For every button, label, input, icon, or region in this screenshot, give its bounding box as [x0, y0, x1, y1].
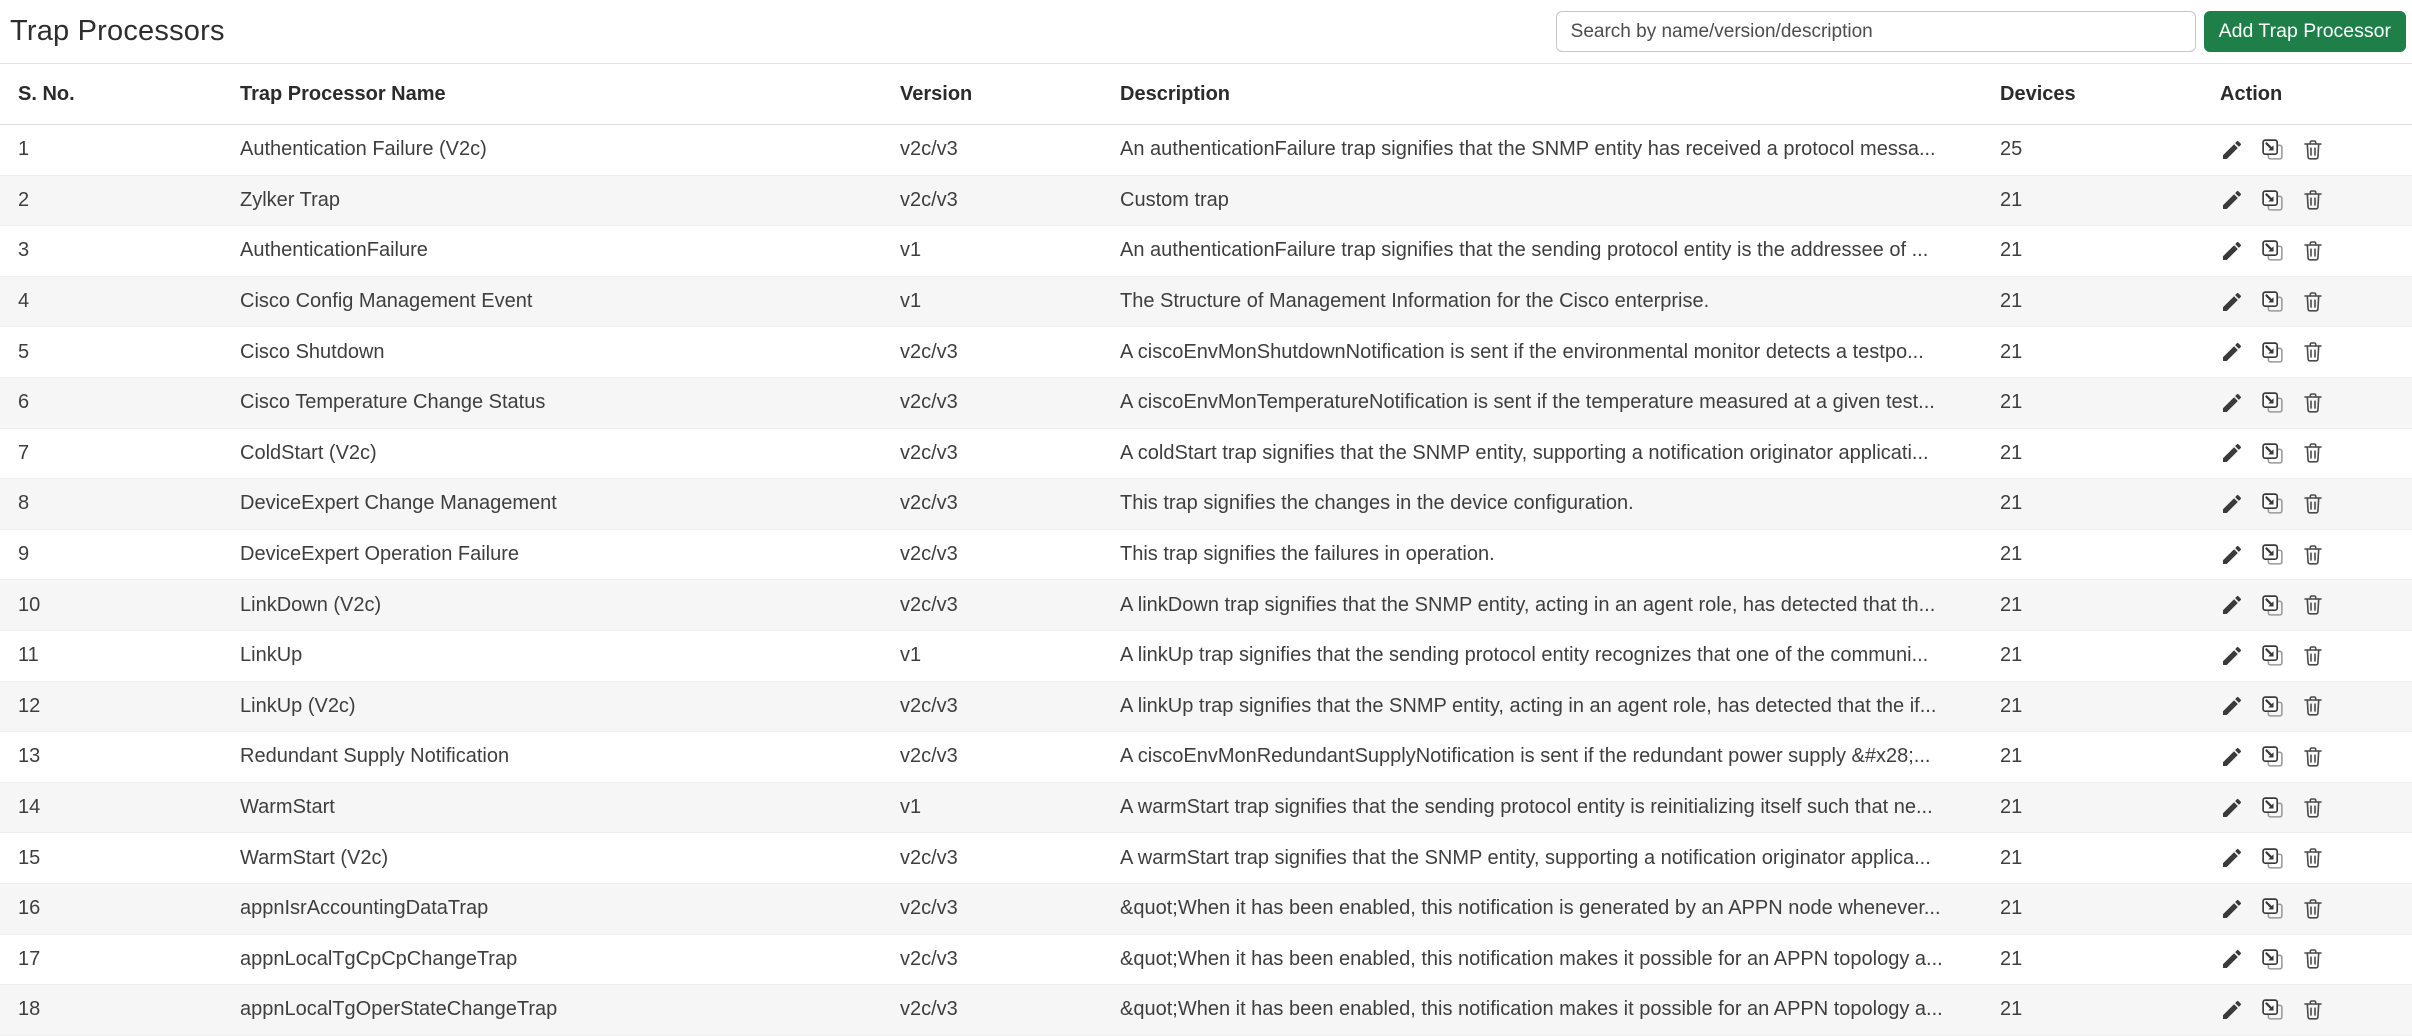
row-actions [2220, 643, 2412, 668]
table-row [0, 327, 2412, 378]
copy-button[interactable] [2260, 846, 2285, 871]
edit-button[interactable] [2220, 391, 2244, 415]
edit-button[interactable] [2220, 897, 2244, 921]
row-description: A ciscoEnvMonShutdownNotification is sent if the environmental monitor detects a testpo... [1120, 340, 1924, 363]
delete-icon [2301, 897, 2325, 921]
copy-button[interactable] [2260, 441, 2285, 466]
row-devices: 21 [2000, 644, 2023, 667]
edit-icon [2220, 897, 2244, 921]
row-version: v2c/v3 [900, 947, 958, 970]
edit-icon [2220, 138, 2244, 162]
delete-icon [2301, 998, 2325, 1022]
delete-icon [2301, 290, 2325, 314]
row-version: v1 [900, 290, 922, 313]
column-header-sno: S. No. [18, 82, 75, 105]
row-devices: 21 [2000, 340, 2023, 363]
row-description: This trap signifies the failures in operation. [1120, 543, 1495, 566]
delete-button[interactable] [2301, 492, 2325, 516]
row-devices: 21 [2000, 492, 2023, 515]
row-devices: 21 [2000, 796, 2023, 819]
row-actions [2220, 289, 2412, 314]
table-row [0, 732, 2412, 783]
row-name: appnLocalTgCpCpChangeTrap [240, 947, 518, 970]
edit-icon [2220, 947, 2244, 971]
row-actions [2220, 846, 2412, 871]
edit-button[interactable] [2220, 694, 2244, 718]
row-sno: 12 [18, 694, 41, 717]
row-devices: 25 [2000, 138, 2023, 161]
delete-icon [2301, 947, 2325, 971]
edit-icon [2220, 644, 2244, 668]
edit-icon [2220, 543, 2244, 567]
delete-icon [2301, 188, 2325, 212]
row-actions [2220, 947, 2412, 972]
row-devices: 21 [2000, 543, 2023, 566]
delete-button[interactable] [2301, 290, 2325, 314]
row-sno: 11 [18, 644, 39, 667]
copy-button[interactable] [2260, 390, 2285, 415]
row-devices: 21 [2000, 694, 2023, 717]
table-row [0, 884, 2412, 935]
row-version: v2c/v3 [900, 391, 958, 414]
delete-button[interactable] [2301, 846, 2325, 870]
row-version: v2c/v3 [900, 543, 958, 566]
edit-button[interactable] [2220, 290, 2244, 314]
edit-button[interactable] [2220, 441, 2244, 465]
edit-button[interactable] [2220, 593, 2244, 617]
delete-icon [2301, 543, 2325, 567]
row-name: Redundant Supply Notification [240, 745, 510, 768]
row-devices: 21 [2000, 290, 2023, 313]
copy-button[interactable] [2260, 997, 2285, 1022]
table-row [0, 631, 2412, 682]
row-name: DeviceExpert Operation Failure [240, 543, 520, 566]
row-version: v1 [900, 796, 922, 819]
edit-button[interactable] [2220, 543, 2244, 567]
row-actions [2220, 896, 2412, 921]
delete-button[interactable] [2301, 998, 2325, 1022]
row-devices: 21 [2000, 593, 2023, 616]
edit-icon [2220, 593, 2244, 617]
delete-button[interactable] [2301, 745, 2325, 769]
copy-icon [2260, 491, 2285, 516]
edit-button[interactable] [2220, 745, 2244, 769]
row-name: Cisco Config Management Event [240, 290, 533, 313]
delete-icon [2301, 239, 2325, 263]
row-name: LinkDown (V2c) [240, 593, 382, 616]
edit-button[interactable] [2220, 492, 2244, 516]
delete-button[interactable] [2301, 188, 2325, 212]
row-actions [2220, 340, 2412, 365]
row-devices: 21 [2000, 441, 2023, 464]
edit-icon [2220, 998, 2244, 1022]
delete-button[interactable] [2301, 593, 2325, 617]
edit-icon [2220, 188, 2244, 212]
row-devices: 21 [2000, 846, 2023, 869]
row-version: v2c/v3 [900, 998, 958, 1021]
row-description: An authenticationFailure trap signifies that the sending protocol entity is the addressee of ... [1120, 239, 1929, 262]
table-row [0, 783, 2412, 834]
copy-icon [2260, 896, 2285, 921]
row-actions [2220, 694, 2412, 719]
row-version: v1 [900, 644, 922, 667]
row-actions [2220, 593, 2412, 618]
copy-icon [2260, 947, 2285, 972]
row-actions [2220, 137, 2412, 162]
edit-button[interactable] [2220, 340, 2244, 364]
table-row [0, 833, 2412, 884]
column-header-description: Description [1120, 82, 1231, 105]
row-name: Cisco Shutdown [240, 340, 385, 363]
table-header-row [0, 64, 2412, 125]
row-actions [2220, 542, 2412, 567]
delete-button[interactable] [2301, 796, 2325, 820]
delete-button[interactable] [2301, 694, 2325, 718]
table-row [0, 479, 2412, 530]
row-sno: 3 [18, 239, 30, 262]
row-name: Cisco Temperature Change Status [240, 391, 546, 414]
copy-icon [2260, 441, 2285, 466]
row-description: A linkUp trap signifies that the sending protocol entity recognizes that one of the communi... [1120, 644, 1929, 667]
row-name: appnLocalTgOperStateChangeTrap [240, 998, 558, 1021]
column-header-devices: Devices [2000, 82, 2076, 105]
copy-icon [2260, 593, 2285, 618]
row-sno: 13 [18, 745, 41, 768]
copy-icon [2260, 744, 2285, 769]
delete-button[interactable] [2301, 897, 2325, 921]
copy-button[interactable] [2260, 542, 2285, 567]
row-sno: 10 [18, 593, 41, 616]
edit-icon [2220, 290, 2244, 314]
column-header-version: Version [900, 82, 973, 105]
table-body [0, 125, 2412, 1036]
row-name: Authentication Failure (V2c) [240, 138, 487, 161]
row-name: WarmStart [240, 796, 335, 819]
row-description: An authenticationFailure trap signifies that the SNMP entity has received a protocol messa... [1120, 138, 1936, 161]
delete-button[interactable] [2301, 391, 2325, 415]
edit-button[interactable] [2220, 796, 2244, 820]
row-devices: 21 [2000, 897, 2023, 920]
edit-icon [2220, 492, 2244, 516]
row-version: v2c/v3 [900, 745, 958, 768]
edit-button[interactable] [2220, 239, 2244, 263]
row-actions [2220, 390, 2412, 415]
row-devices: 21 [2000, 998, 2023, 1021]
column-header-action: Action [2220, 82, 2283, 105]
row-version: v2c/v3 [900, 441, 958, 464]
copy-icon [2260, 795, 2285, 820]
table-row [0, 530, 2412, 581]
delete-icon [2301, 441, 2325, 465]
add-trap-processor-button[interactable]: Add Trap Processor [2204, 11, 2406, 52]
copy-icon [2260, 997, 2285, 1022]
row-description: Custom trap [1120, 188, 1229, 211]
row-sno: 16 [18, 897, 41, 920]
edit-icon [2220, 745, 2244, 769]
delete-button[interactable] [2301, 644, 2325, 668]
edit-button[interactable] [2220, 998, 2244, 1022]
copy-button[interactable] [2260, 137, 2285, 162]
delete-icon [2301, 694, 2325, 718]
copy-button[interactable] [2260, 947, 2285, 972]
row-actions [2220, 491, 2412, 516]
row-description: The Structure of Management Information for the Cisco enterprise. [1120, 290, 1710, 313]
row-description: A ciscoEnvMonRedundantSupplyNotification is sent if the redundant power supply &#x28;... [1120, 745, 1931, 768]
row-version: v2c/v3 [900, 846, 958, 869]
delete-icon [2301, 796, 2325, 820]
row-version: v2c/v3 [900, 492, 958, 515]
row-sno: 15 [18, 846, 41, 869]
row-devices: 21 [2000, 391, 2023, 414]
delete-icon [2301, 138, 2325, 162]
edit-button[interactable] [2220, 188, 2244, 212]
delete-icon [2301, 593, 2325, 617]
copy-button[interactable] [2260, 289, 2285, 314]
edit-icon [2220, 694, 2244, 718]
copy-icon [2260, 340, 2285, 365]
row-sno: 6 [18, 391, 30, 414]
row-devices: 21 [2000, 239, 2023, 262]
row-version: v2c/v3 [900, 593, 958, 616]
delete-button[interactable] [2301, 947, 2325, 971]
copy-button[interactable] [2260, 593, 2285, 618]
edit-icon [2220, 796, 2244, 820]
row-devices: 21 [2000, 188, 2023, 211]
row-version: v2c/v3 [900, 188, 958, 211]
row-description: A warmStart trap signifies that the SNMP entity, supporting a notification originator applica... [1120, 846, 1931, 869]
row-devices: 21 [2000, 745, 2023, 768]
row-description: A warmStart trap signifies that the sending protocol entity is reinitializing itself such that ne... [1120, 796, 1933, 819]
delete-icon [2301, 644, 2325, 668]
delete-icon [2301, 745, 2325, 769]
table-row [0, 176, 2412, 227]
copy-icon [2260, 542, 2285, 567]
row-name: LinkUp [240, 644, 303, 667]
delete-icon [2301, 846, 2325, 870]
table-row [0, 985, 2412, 1036]
copy-button[interactable] [2260, 340, 2285, 365]
edit-icon [2220, 239, 2244, 263]
copy-icon [2260, 238, 2285, 263]
copy-button[interactable] [2260, 795, 2285, 820]
table-row [0, 580, 2412, 631]
edit-icon [2220, 391, 2244, 415]
copy-icon [2260, 289, 2285, 314]
copy-icon [2260, 137, 2285, 162]
edit-button[interactable] [2220, 947, 2244, 971]
topbar-actions [1556, 11, 2406, 52]
copy-button[interactable] [2260, 896, 2285, 921]
copy-button[interactable] [2260, 694, 2285, 719]
column-header-name: Trap Processor Name [240, 82, 446, 105]
row-name: ColdStart (V2c) [240, 441, 377, 464]
row-actions [2220, 997, 2412, 1022]
row-version: v1 [900, 239, 922, 262]
delete-button[interactable] [2301, 441, 2325, 465]
delete-icon [2301, 492, 2325, 516]
row-description: &quot;When it has been enabled, this notification makes it possible for an APPN topology a... [1120, 998, 1943, 1021]
copy-icon [2260, 694, 2285, 719]
row-version: v2c/v3 [900, 138, 958, 161]
delete-icon [2301, 340, 2325, 364]
row-name: DeviceExpert Change Management [240, 492, 557, 515]
search-input[interactable] [1556, 11, 2196, 52]
copy-button[interactable] [2260, 188, 2285, 213]
row-name: LinkUp (V2c) [240, 694, 356, 717]
copy-button[interactable] [2260, 744, 2285, 769]
topbar [0, 0, 2412, 64]
row-sno: 14 [18, 796, 41, 819]
edit-button[interactable] [2220, 644, 2244, 668]
delete-icon [2301, 391, 2325, 415]
edit-button[interactable] [2220, 138, 2244, 162]
row-description: A linkUp trap signifies that the SNMP entity, acting in an agent role, has detected that the if... [1120, 694, 1937, 717]
page-title: Trap Processors [10, 15, 225, 47]
row-actions [2220, 795, 2412, 820]
row-sno: 1 [18, 138, 30, 161]
row-sno: 7 [18, 441, 30, 464]
row-name: AuthenticationFailure [240, 239, 428, 262]
table-row [0, 378, 2412, 429]
row-sno: 9 [18, 543, 30, 566]
row-sno: 5 [18, 340, 30, 363]
edit-icon [2220, 846, 2244, 870]
row-sno: 18 [18, 998, 41, 1021]
row-description: &quot;When it has been enabled, this notification makes it possible for an APPN topology a... [1120, 947, 1943, 970]
row-name: Zylker Trap [240, 188, 341, 211]
copy-button[interactable] [2260, 491, 2285, 516]
row-version: v2c/v3 [900, 694, 958, 717]
delete-button[interactable] [2301, 543, 2325, 567]
row-actions [2220, 188, 2412, 213]
row-sno: 4 [18, 290, 30, 313]
row-sno: 2 [18, 188, 30, 211]
delete-button[interactable] [2301, 340, 2325, 364]
table-row [0, 429, 2412, 480]
row-description: A coldStart trap signifies that the SNMP entity, supporting a notification originator applicati... [1120, 441, 1929, 464]
copy-button[interactable] [2260, 238, 2285, 263]
row-name: appnIsrAccountingDataTrap [240, 897, 489, 920]
table-row [0, 125, 2412, 176]
table-row [0, 682, 2412, 733]
row-version: v2c/v3 [900, 897, 958, 920]
table-row [0, 277, 2412, 328]
copy-icon [2260, 846, 2285, 871]
row-description: This trap signifies the changes in the device configuration. [1120, 492, 1634, 515]
edit-icon [2220, 441, 2244, 465]
row-description: A linkDown trap signifies that the SNMP entity, acting in an agent role, has detected that th... [1120, 593, 1936, 616]
table-row [0, 935, 2412, 986]
copy-button[interactable] [2260, 643, 2285, 668]
copy-icon [2260, 390, 2285, 415]
row-sno: 17 [18, 947, 41, 970]
edit-icon [2220, 340, 2244, 364]
row-actions [2220, 238, 2412, 263]
row-name: WarmStart (V2c) [240, 846, 389, 869]
row-description: A ciscoEnvMonTemperatureNotification is sent if the temperature measured at a given test... [1120, 391, 1935, 414]
edit-button[interactable] [2220, 846, 2244, 870]
row-sno: 8 [18, 492, 30, 515]
copy-icon [2260, 188, 2285, 213]
row-version: v2c/v3 [900, 340, 958, 363]
delete-button[interactable] [2301, 138, 2325, 162]
table-row [0, 226, 2412, 277]
row-actions [2220, 441, 2412, 466]
row-actions [2220, 744, 2412, 769]
copy-icon [2260, 643, 2285, 668]
row-devices: 21 [2000, 947, 2023, 970]
delete-button[interactable] [2301, 239, 2325, 263]
row-description: &quot;When it has been enabled, this notification is generated by an APPN node whenever... [1120, 897, 1941, 920]
